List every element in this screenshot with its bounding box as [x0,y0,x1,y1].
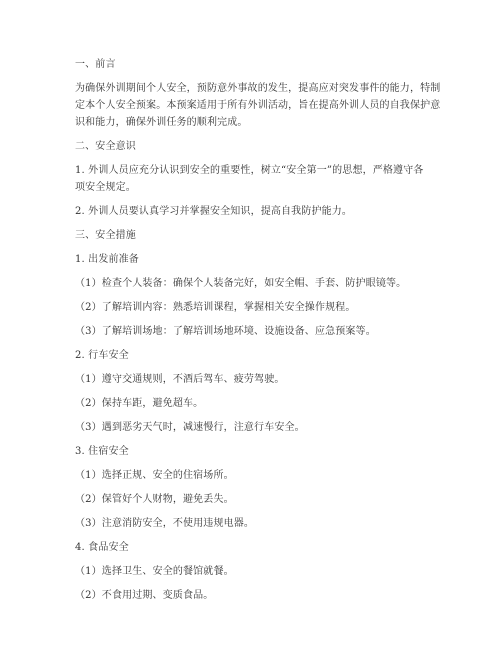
list-item: 2. 外训人员要认真学习并掌握安全知识，提高自我防护能力。 [75,206,353,217]
paragraph-line: 为确保外训期间个人安全，预防意外事故的发生，提高应对突发事件的能力，特制 [75,83,441,94]
list-item-line: 项安全规定。 [75,182,136,193]
list-item: （3）遇到恶劣天气时，减速慢行，注意行车安全。 [75,422,305,433]
section-heading-safety-measures: 三、安全措施 [75,230,136,241]
list-item: （2）保持车距，避免超车。 [75,398,204,409]
list-item: （2）保管好个人财物，避免丢失。 [75,494,234,505]
section-heading-preface: 一、前言 [75,59,116,70]
list-item: （1）检查个人装备：确保个人装备完好，如安全帽、手套、防护眼镜等。 [75,278,407,289]
list-item: （2）了解培训内容：熟悉培训课程，掌握相关安全操作规程。 [75,302,356,313]
list-item: （2）不食用过期、变质食品。 [75,590,214,601]
subsection-heading: 2. 行车安全 [75,350,129,361]
list-item-line: 1. 外训人员应充分认识到安全的重要性，树立“安全第一”的思想，严格遵守各 [75,165,424,176]
list-item: （1）遵守交通规则，不酒后驾车、疲劳驾驶。 [75,374,285,385]
paragraph-line: 识和能力，确保外训任务的顺利完成。 [75,117,248,128]
subsection-heading: 3. 住宿安全 [75,446,129,457]
list-item: （3）了解培训场地：了解培训场地环境、设施设备、应急预案等。 [75,326,376,337]
section-heading-safety-awareness: 二、安全意识 [75,141,136,152]
paragraph-line: 定本个人安全预案。本预案适用于所有外训活动，旨在提高外训人员的自我保护意 [75,100,441,111]
list-item: （1）选择正规、安全的住宿场所。 [75,470,234,481]
subsection-heading: 1. 出发前准备 [75,254,139,265]
list-item: （1）选择卫生、安全的餐馆就餐。 [75,566,234,577]
subsection-heading: 4. 食品安全 [75,542,129,553]
list-item: （3）注意消防安全，不使用违规电器。 [75,518,255,529]
